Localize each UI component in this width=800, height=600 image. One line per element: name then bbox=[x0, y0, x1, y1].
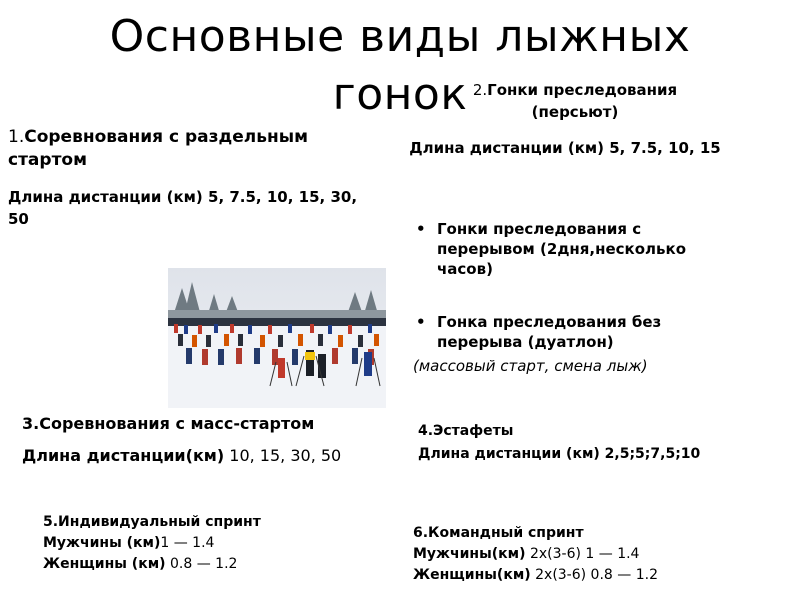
page-title-line-2: гонок bbox=[332, 69, 468, 120]
section-6-women-values: 2х(3-6) 0.8 — 1.2 bbox=[530, 567, 658, 583]
section-5-block bbox=[43, 512, 373, 575]
page-title-line-1: Основные виды лыжных bbox=[109, 11, 691, 62]
section-2-note: (массовый старт, смена лыж) bbox=[413, 357, 648, 375]
section-6-title: 6.Командный спринт bbox=[413, 525, 584, 541]
section-6-men-label: Мужчины(км) bbox=[413, 546, 526, 562]
section-4-title: 4.Эстафеты bbox=[418, 423, 514, 439]
section-6-men-values: 2х(3-6) 1 — 1.4 bbox=[525, 546, 640, 562]
section-1-number: 1. bbox=[8, 127, 25, 147]
section-6-block bbox=[413, 523, 743, 586]
section-2-bullet-item bbox=[413, 219, 743, 279]
section-3-length-values: 10, 15, 30, 50 bbox=[224, 446, 342, 465]
section-5-title: 5.Индивидуальный спринт bbox=[43, 514, 261, 530]
section-5-men-label: Мужчины (км) bbox=[43, 535, 161, 551]
bullet-icon: • bbox=[416, 220, 426, 238]
section-1-title bbox=[8, 126, 368, 172]
section-6-women-row bbox=[413, 565, 743, 586]
section-1-length-values: 5, 7.5, 10, 15, 30, 50 bbox=[8, 188, 358, 228]
section-3-length-label: Длина дистанции(км) bbox=[22, 446, 225, 465]
section-5-men-values: 1 — 1.4 bbox=[160, 535, 215, 551]
section-2-title bbox=[430, 79, 720, 123]
section-6-women-label: Женщины(км) bbox=[413, 567, 531, 583]
section-3-length bbox=[22, 445, 402, 467]
section-1-length bbox=[8, 186, 378, 230]
section-2-number: 2. bbox=[472, 81, 488, 99]
section-2-bullet-list bbox=[413, 219, 743, 352]
section-2-title-text: Гонки преследования (персьют) bbox=[487, 81, 678, 121]
bullet-icon: • bbox=[416, 313, 426, 331]
section-4-length: Длина дистанции (км) 2,5;5;7,5;10 bbox=[418, 446, 701, 462]
section-2-length: Длина дистанции (км) 5, 7.5, 10, 15 bbox=[409, 139, 721, 157]
section-1-title-text: Соревнования с раздельным стартом bbox=[8, 127, 308, 170]
section-2-bullet-text: Гонка преследования без перерыва (дуатлон) bbox=[437, 313, 662, 351]
section-2-bullet-item bbox=[413, 312, 743, 352]
section-3-title: 3.Соревнования с масс-стартом bbox=[22, 414, 315, 433]
mass-start-photo bbox=[168, 268, 386, 408]
section-5-men-row bbox=[43, 533, 373, 554]
section-6-men-row bbox=[413, 544, 743, 565]
section-5-women-label: Женщины (км) bbox=[43, 556, 166, 572]
section-5-women-values: 0.8 — 1.2 bbox=[165, 556, 238, 572]
section-2-bullet-text: Гонки преследования с перерывом (2дня,несколько часов) bbox=[437, 220, 687, 278]
section-5-women-row bbox=[43, 554, 373, 575]
section-1-length-label: Длина дистанции (км) bbox=[8, 188, 203, 206]
